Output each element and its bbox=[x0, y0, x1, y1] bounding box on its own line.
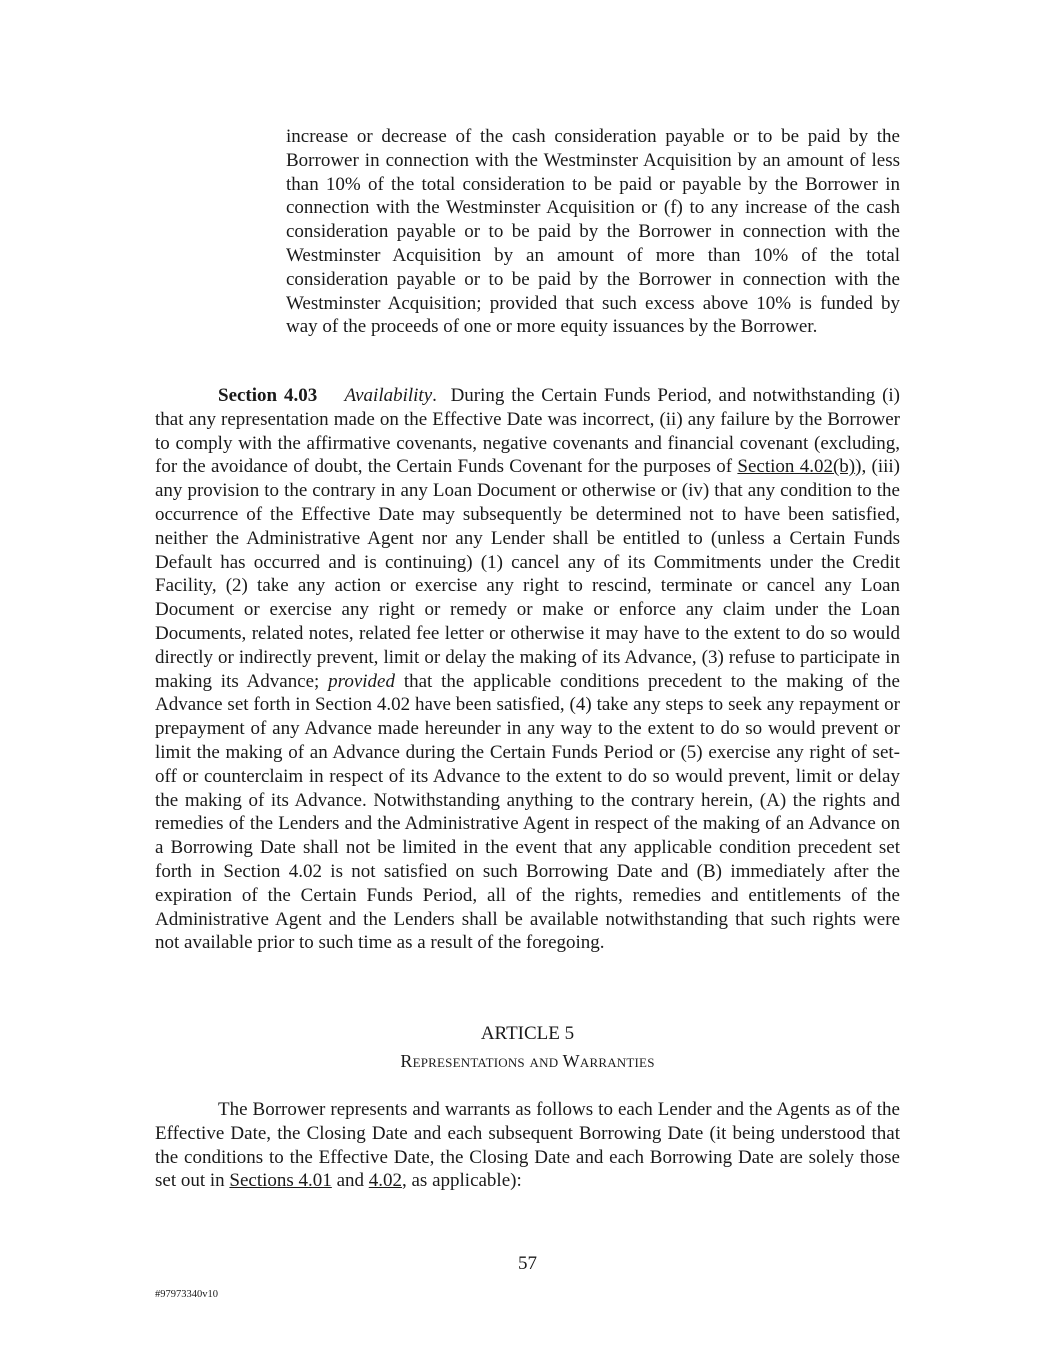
article-text-2: , as applicable): bbox=[402, 1170, 522, 1192]
article-heading: ARTICLE 5 bbox=[480, 1023, 575, 1044]
article-title: Representations and Warranties bbox=[400, 1051, 655, 1071]
article-ref-sections-4-01: Sections 4.01 bbox=[229, 1170, 332, 1192]
article-text-and: and bbox=[331, 1170, 369, 1192]
section-4-03-paragraph bbox=[155, 384, 900, 955]
section-ref-4-02b: Section 4.02(b) bbox=[737, 456, 856, 478]
section-text-2: ), (iii) any provision to the contrary in any Loan Document or otherwise or (iv) that any condition to the occurrence of the Effective Date may subsequently be determined not to have been satisfied, neither the Administrative Agent nor any Lender shall be entitled to (unless a Certain Funds Default has occurred and is continuing) (1) cancel any of its Commitments under the Credit Facility, (2) take any action or exercise any right to rescind, terminate or cancel any Loan Document or exercise any right or remedy or make or enforce any claim under the Loan Documents, related notes, related fee letter or otherwise it may have to the extent to do so would directly or indirectly prevent, limit or delay the making of its Advance, (3) refuse to participate in making its Advance; bbox=[155, 456, 901, 692]
provided-term: provided bbox=[328, 670, 395, 692]
article-5-intro-paragraph bbox=[155, 1098, 900, 1193]
continuation-text: increase or decrease of the cash consideration payable or to be paid by the Borrower in connection with the Westminster Acquisition by an amount of less than 10% of the total consideration to be paid or payable by the Borrower in connection with the Westminster Acquisition or (f) to any increase of the cash consideration payable or to be paid by the Borrower in connection with the Westminster Acquisition by an amount of more than 10% of the total consideration payable or to be paid by the Borrower in connection with the Westminster Acquisition; provided that such excess above 10% is funded by way of the proceeds of one or more equity issuances by the Borrower. bbox=[286, 126, 900, 338]
section-text-3: that the applicable conditions precedent to the making of the Advance set forth in Section 4.02 have been satisfied, (4) take any steps to seek any repayment or prepayment of any Advance made hereunder in any way to the extent to do so would prevent or limit the making of an Advance during the Certain Funds Period or (5) exercise any right of set-off or counterclaim in respect of its Advance to the extent to do so would prevent, limit or delay the making of its Advance. Notwithstanding anything to the contrary herein, (A) the rights and remedies of the Lenders and the Administrative Agent in respect of the making of an Advance on a Borrowing Date shall not be limited in the event that any applicable condition precedent set forth in Section 4.02 is not satisfied on such Borrowing Date and (B) immediately after the expiration of the Certain Funds Period, all of the rights, remedies and entitlements of the Administrative Agent and the Lenders shall be available notwithstanding that such rights were not available prior to such time as a result of the foregoing. bbox=[155, 670, 900, 954]
section-title: Availability bbox=[344, 385, 433, 406]
document-id: #97973340v10 bbox=[155, 1289, 218, 1300]
section-number: Section 4.03 bbox=[218, 385, 318, 406]
article-text-1: The Borrower represents and warrants as follows to each Lender and the Agents as of the Effective Date, the Closing Date and each subsequent Borrowing Date (it being understood that the conditions to the Effective Date, the Closing Date and each Borrowing Date are solely those set out in bbox=[155, 1099, 900, 1192]
page-number: 57 bbox=[518, 1253, 537, 1274]
section-title-punct: . bbox=[432, 385, 437, 406]
article-ref-4-02: 4.02 bbox=[368, 1170, 402, 1192]
section-text-1: During the Certain Funds Period, and notwithstanding (i) that any representation made on the Effective Date was incorrect, (ii) any failure by the Borrower to comply with the affirmative covenants, negative covenants and financial covenant (excluding, for the avoidance of doubt, the Certain Funds Covenant for the purposes of bbox=[155, 385, 901, 478]
continuation-paragraph bbox=[286, 125, 900, 339]
